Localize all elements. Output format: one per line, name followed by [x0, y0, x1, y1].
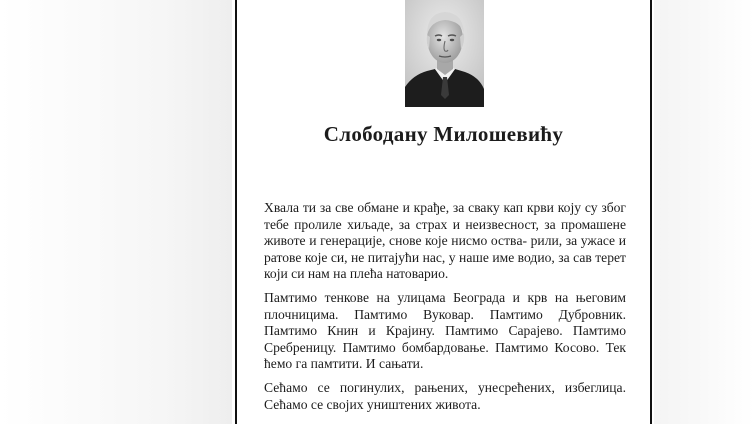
obituary-notice: [235, 0, 652, 424]
portrait-image: [405, 0, 484, 107]
paragraph-thanks: Хвала ти за све обмане и крађе, за сваку кап крви коју су због тебе пролиле хиљаде, за страх и неизвесност, за промашене животе и генерације, снове које нисмо оствa- рили, за ужасе и ратове које си, не питајући нас, у наше име водио, за сав терет који си нам на плећа натоварио.: [264, 200, 626, 282]
notice-body: [264, 200, 626, 420]
paragraph-remember: Памтимо тенкове на улицама Београда и крв на његовим плочницима. Памтимо Вуковар. Памтимо Дубровник. Памтимо Книн и Крајину. Памтимо Сарајево. Памтимо Сребреницу. Памтимо бомбардовање. Памтимо Косово. Тек ћемо га памтити. И сањати.: [264, 289, 626, 372]
paragraph-recall: Сећамо се погинулих, рањених, унесрећених, избеглица. Сећамо се својих уништених живота.: [264, 379, 626, 412]
notice-heading: Слободану Милошевићу: [323, 122, 564, 146]
portrait-photo: [405, 0, 484, 107]
scan-margin-left: [0, 0, 232, 424]
scan-margin-right: [654, 0, 754, 424]
